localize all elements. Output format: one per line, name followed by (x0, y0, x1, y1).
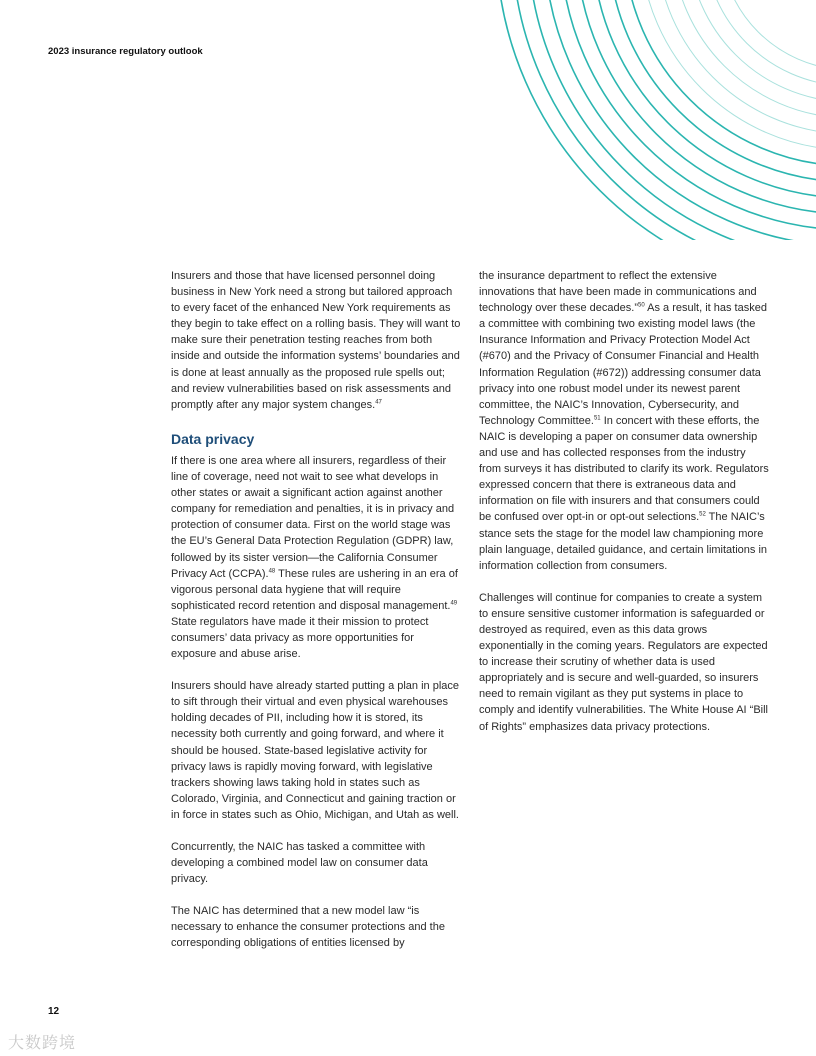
challenges-paragraph: Challenges will continue for companies to create a system to ensure sensitive customer information is safeguarded or destroyed as required, even as this data grows exponentially in the coming years. Regulators are expected to increase their scrutiny of whether data is used appropriately and is secure and well-guarded, so insurers need to remain vigilant as they put systems in place to comply and identify vulnerabilities. The White House AI “Bill of Rights” emphasizes data privacy protections. (479, 591, 768, 733)
watermark-text: 大数跨境 (8, 1035, 77, 1052)
intro-paragraph: Insurers and those that have licensed personnel doing business in New York need a strong but tailored approach to every facet of the enhanced New York requirements as they begin to take effect on a rolling basis. They will want to make sure their penetration testing reaches from both inside and outside the information systems’ boundaries and is done at least annually as the proposed rule spells out; and review vulnerabilities based on risk assessments and promptly after any major system changes.$^{47}$ (171, 270, 461, 411)
footnote-ref: 49 (450, 600, 458, 607)
footnote-ref: 52 (699, 511, 706, 518)
decorative-arc (672, 0, 816, 118)
continuation-paragraph: the insurance department to reflect the extensive innovations that have been made in communications and technology over these decades.”$^{50}$ As a result, it has tasked a committee with combining two existing model laws (the Insurance Information and Privacy Protection Model Act (#670) and the Privacy of Consumer Financial and Health Information Regulation (#672)) addressing consumer data privacy into one robust model under its newest parent committee, the NAIC’s Innovation, Cybersecurity, and Technology Committee.$^{51}$ In concert with these efforts, the NAIC is developing a paper on consumer data ownership and use and has collected responses from the industry from surveys it has distributed to clarify its work. Regulators expressed concern that there is extraneous data and information on file with insurers and that consumers could be confused over opt-in or opt-out selections.$^{52}$ The NAIC’s stance sets the stage for the model law championing more plain language, detailed guidance, and certain limitations in information collection from consumers. (479, 270, 769, 572)
footnote-ref: 48 (268, 567, 276, 574)
decorative-arc (497, 0, 816, 240)
decorative-arc (688, 0, 816, 102)
data-privacy-paragraph-4: The NAIC has determined that a new model law “is necessary to enhance the consumer protections and the corresponding obligations of entities licensed by (171, 905, 445, 950)
left-column (171, 268, 461, 968)
page-number: 12 (48, 1006, 60, 1017)
page-header-title: 2023 insurance regulatory outlook (48, 46, 203, 57)
decorative-arc (529, 0, 816, 240)
decorative-arc-pattern (420, 0, 816, 240)
footnote-ref: 51 (593, 415, 601, 422)
decorative-arc (720, 0, 816, 70)
right-column (479, 268, 769, 751)
decorative-arc (640, 0, 816, 150)
footnote-ref: 47 (375, 399, 382, 406)
data-privacy-paragraph-2: Insurers should have already started putting a plan in place to sift through their virtual and even physical warehouses holding decades of PII, including how it is stored, its necessity both currently and going forward, and where it should be housed. State-based legislative activity for privacy laws is rapidly moving forward, with legislative trackers showing laws taking hold in states such as Colorado, Virginia, and Connecticut and gaining traction or in force in states such as Ohio, Michigan, and Utah as well. (171, 680, 460, 821)
footnote-ref: 50 (638, 302, 645, 309)
data-privacy-paragraph-3: Concurrently, the NAIC has tasked a committee with developing a combined model law on consumer data privacy. (171, 841, 428, 886)
data-privacy-paragraph-1: If there is one area where all insurers, regardless of their line of coverage, need not wait to see what develops in other states or await a significant action against another company for remediation and penalties, it is in privacy and protection of consumer data. First on the world stage was the EU’s General Data Protection Regulation (GDPR) law, followed by its sister version—the California Consumer Privacy Act (CCPA).$^{48}$ These rules are ushering in an era of vigorous personal data hygiene that will require sophisticated record retention and disposal management.$^{49}$ State regulators have made it their mission to protect consumers’ data privacy as more opportunities for exposure and abuse arise. (171, 454, 458, 661)
section-heading-data-privacy: Data privacy (171, 430, 255, 447)
decorative-arc (704, 0, 816, 86)
